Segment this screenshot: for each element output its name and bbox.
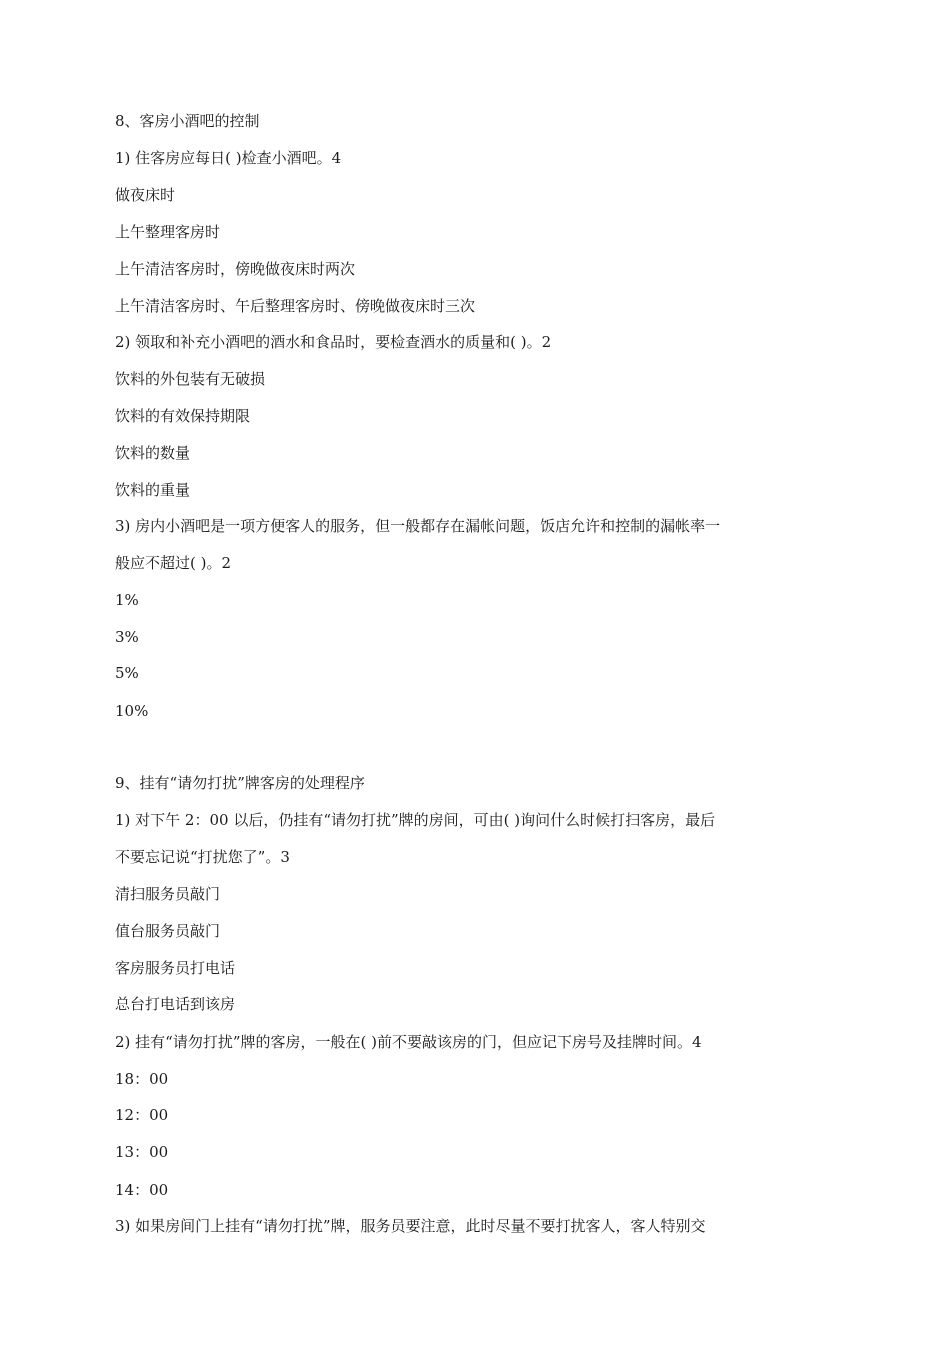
question-stem-continued: 不要忘记说“打扰您了”。3	[115, 848, 290, 866]
answer-option: 5%	[115, 664, 139, 682]
answer-option: 3%	[115, 628, 139, 646]
answer-option: 上午清洁客房时、午后整理客房时、傍晚做夜床时三次	[115, 297, 476, 315]
question-stem: 1) 对下午 2：00 以后，仍挂有“请勿打扰”牌的房间，可由( )询问什么时候打扫客房，最后	[115, 811, 716, 829]
answer-option: 上午整理客房时	[115, 223, 221, 241]
answer-option: 值台服务员敲门	[115, 922, 221, 940]
section-heading: 8、客房小酒吧的控制	[115, 112, 260, 130]
question-stem-continued: 般应不超过( )。2	[115, 554, 232, 572]
question-stem: 3) 如果房间门上挂有“请勿打扰”牌，服务员要注意，此时尽量不要打扰客人，客人特别交	[115, 1217, 706, 1235]
answer-option: 1%	[115, 591, 139, 609]
answer-option: 总台打电话到该房	[115, 995, 236, 1013]
answer-option: 客房服务员打电话	[115, 959, 236, 977]
question-stem: 2) 挂有“请勿打扰”牌的客房，一般在( )前不要敲该房的门，但应记下房号及挂牌时间。4	[115, 1033, 702, 1051]
answer-option: 18：00	[115, 1070, 169, 1088]
answer-option: 13：00	[115, 1143, 169, 1161]
answer-option: 12：00	[115, 1106, 169, 1124]
question-stem: 3) 房内小酒吧是一项方便客人的服务，但一般都存在漏帐问题，饭店允许和控制的漏帐率一	[115, 517, 721, 535]
question-stem: 2) 领取和补充小酒吧的酒水和食品时，要检查酒水的质量和( )。2	[115, 333, 552, 351]
answer-option: 饮料的数量	[115, 444, 191, 462]
question-stem: 1) 住客房应每日( )检查小酒吧。4	[115, 149, 342, 167]
answer-option: 做夜床时	[115, 186, 176, 204]
answer-option: 14：00	[115, 1181, 169, 1199]
answer-option: 上午清洁客房时，傍晚做夜床时两次	[115, 260, 356, 278]
answer-option: 饮料的外包装有无破损	[115, 370, 266, 388]
answer-option: 饮料的重量	[115, 481, 191, 499]
answer-option: 饮料的有效保持期限	[115, 407, 251, 425]
answer-option: 清扫服务员敲门	[115, 885, 221, 903]
section-heading: 9、挂有“请勿打扰”牌客房的处理程序	[115, 774, 365, 792]
answer-option: 10%	[115, 702, 149, 720]
